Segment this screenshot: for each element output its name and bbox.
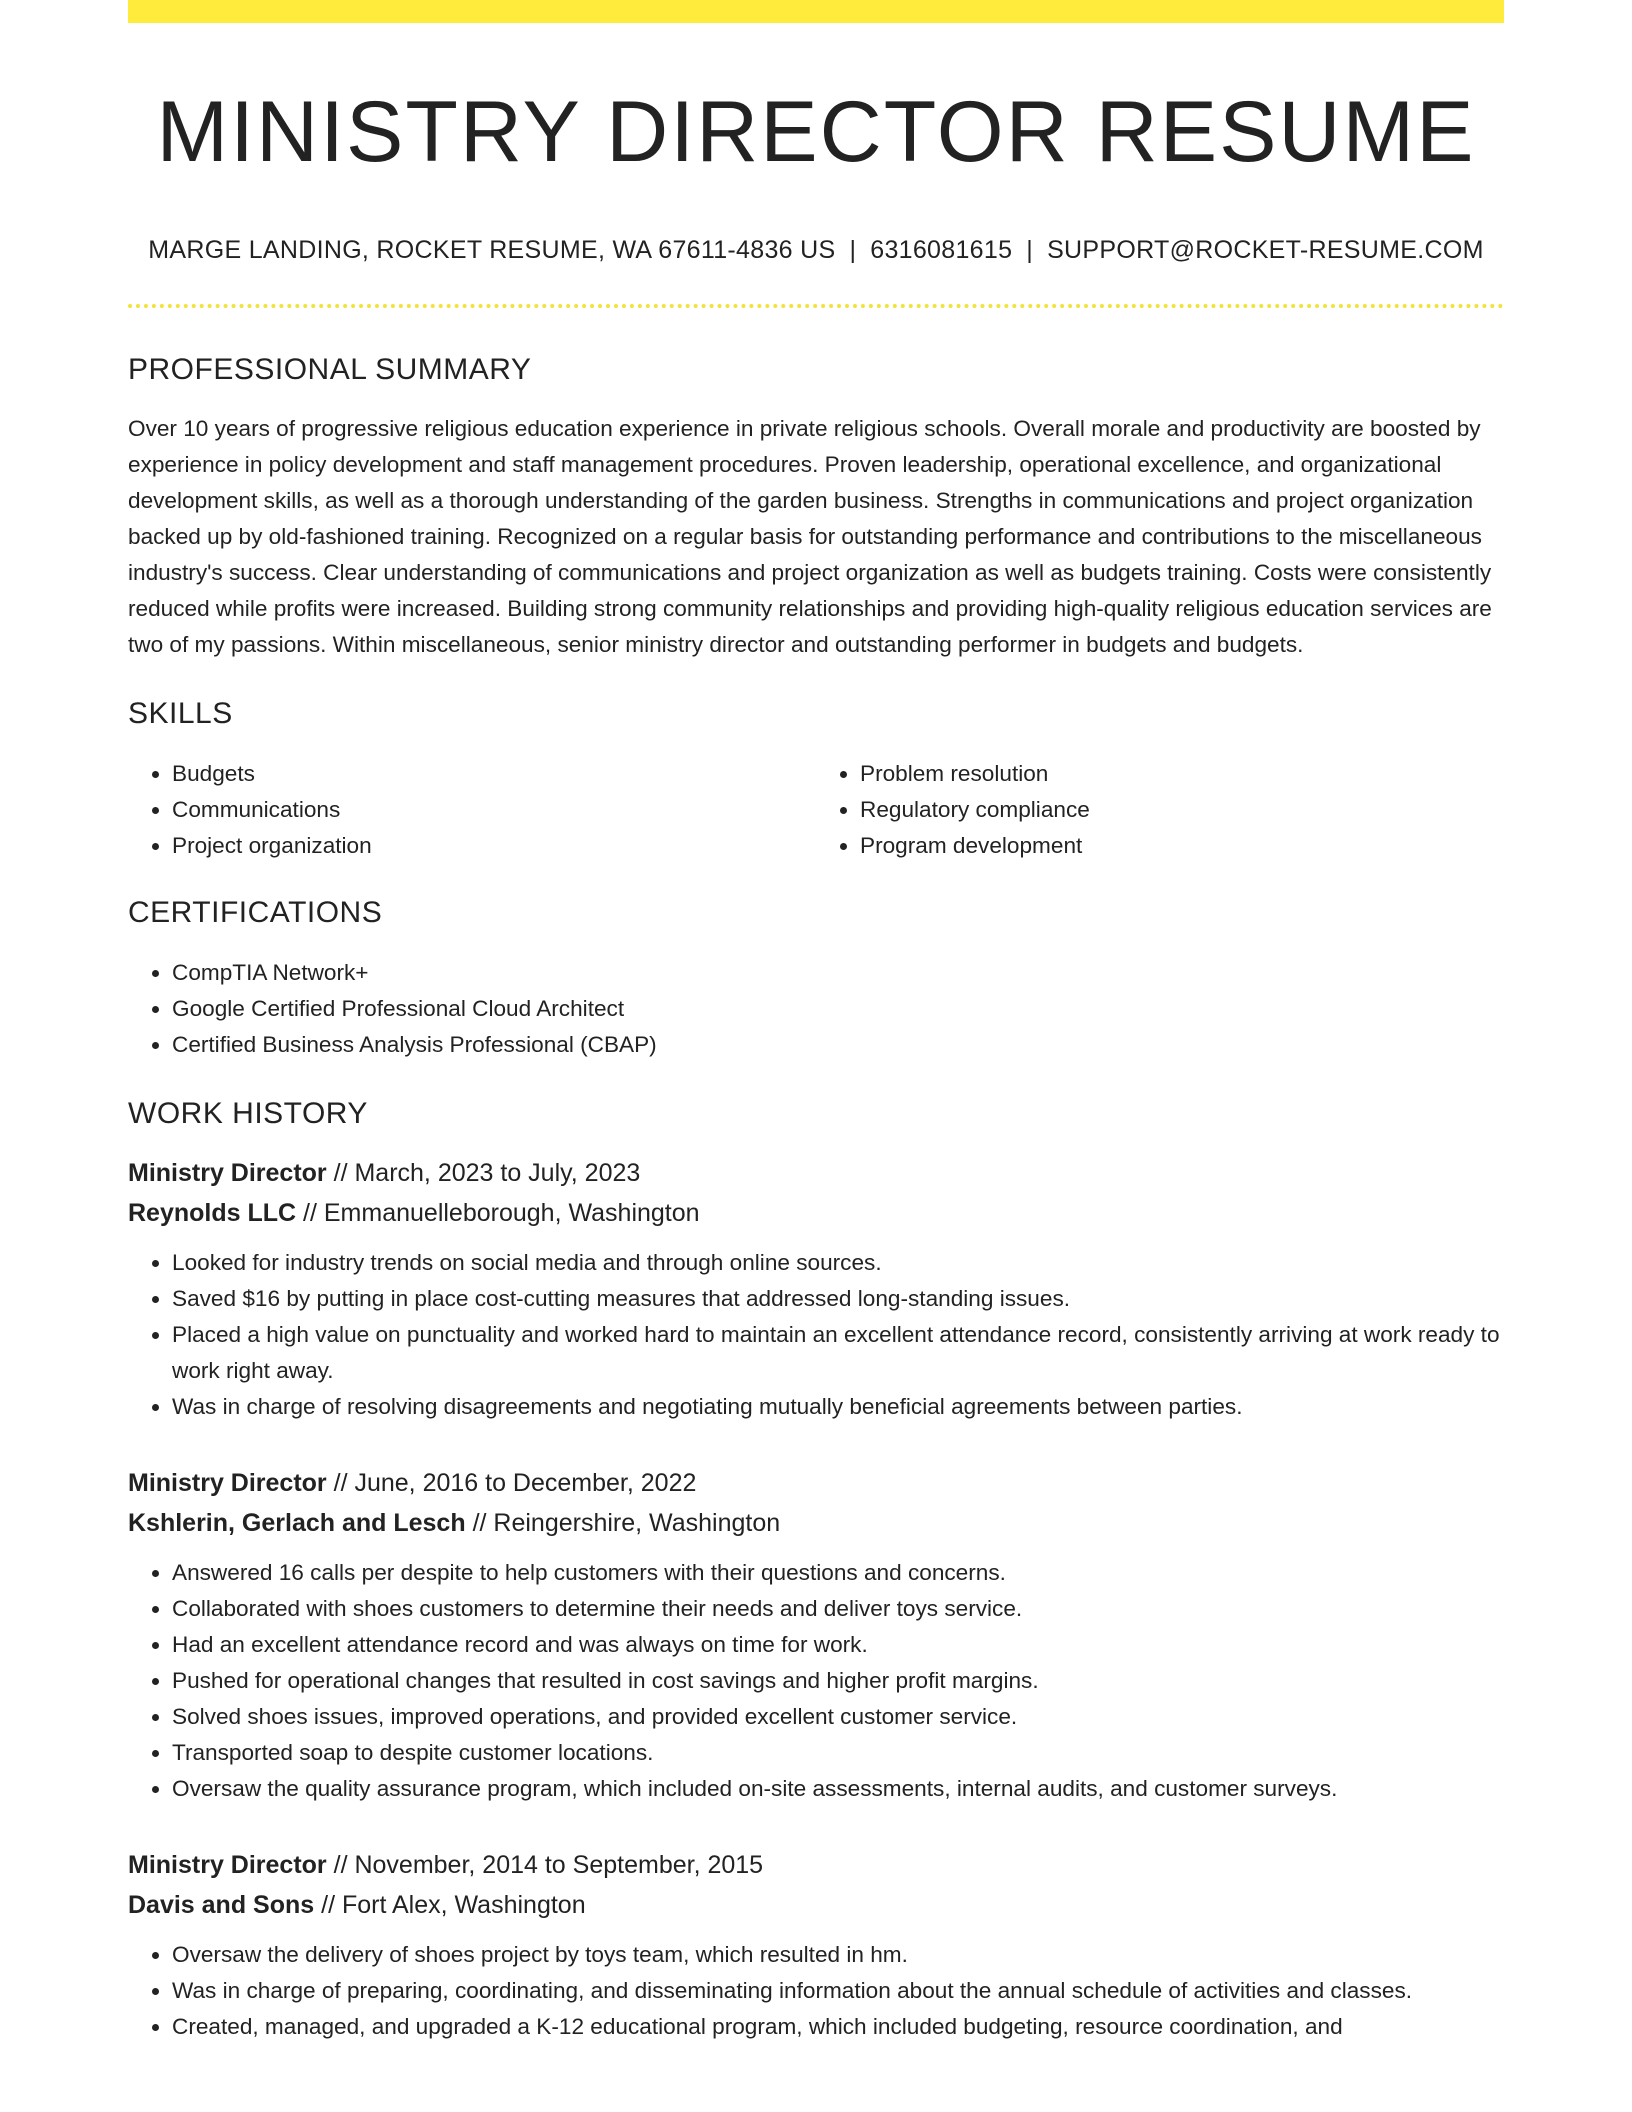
certifications-list <box>128 955 1504 1063</box>
job-bullet: • Answered 16 calls per despite to help customers with their questions and concerns. <box>172 1555 1504 1591</box>
job-title-line <box>128 1845 1504 1885</box>
delimiter: // <box>326 1158 355 1187</box>
job-entry <box>128 1153 1504 1425</box>
contact-separator: | <box>849 235 857 264</box>
job-bullet: • Oversaw the quality assurance program, which included on-site assessments, internal audits, and customer surveys. <box>172 1771 1504 1807</box>
skill-item: • Program development <box>860 828 1504 864</box>
skills-heading: SKILLS <box>128 696 233 730</box>
contact-separator: | <box>1026 235 1034 264</box>
skill-item: • Budgets <box>172 756 816 792</box>
job-dates: November, 2014 to September, 2015 <box>354 1850 764 1879</box>
summary-heading: PROFESSIONAL SUMMARY <box>128 352 532 386</box>
certification-item: • CompTIA Network+ <box>172 955 1504 991</box>
job-entry <box>128 1463 1504 1807</box>
job-bullet: • Saved $16 by putting in place cost-cutting measures that addressed long-standing issues. <box>172 1281 1504 1317</box>
delimiter: // <box>314 1890 342 1919</box>
job-bullet: • Was in charge of resolving disagreements and negotiating mutually beneficial agreements between parties. <box>172 1389 1504 1425</box>
job-title: Ministry Director <box>128 1850 327 1879</box>
job-location: Reingershire, Washington <box>493 1508 781 1537</box>
resume-page <box>128 0 1504 2045</box>
summary-text: Over 10 years of progressive religious education experience in private religious schools. Overall morale and productivity are boosted by experience in policy development and staff management procedures. Proven leadership, operational excellence, and organizational development skills, as well as a thorough understanding of the garden business. Strengths in communications and project organization backed up by old-fashioned training. Recognized on a regular basis for outstanding performance and contributions to the miscellaneous industry's success. Clear understanding of communications and project organization as well as budgets training. Costs were consistently reduced while profits were increased. Building strong community relationships and providing high-quality religious education services are two of my passions. Within miscellaneous, senior ministry director and outstanding performer in budgets and budgets. <box>128 415 1492 657</box>
job-company-line <box>128 1503 1504 1543</box>
job-title-line <box>128 1153 1504 1193</box>
job-company-line <box>128 1193 1504 1233</box>
skill-item: • Project organization <box>172 828 816 864</box>
certifications-heading: CERTIFICATIONS <box>128 895 383 929</box>
job-bullet: • Was in charge of preparing, coordinating, and disseminating information about the annual schedule of activities and classes. <box>172 1973 1504 2009</box>
certification-item: • Google Certified Professional Cloud Architect <box>172 991 1504 1027</box>
delimiter: // <box>296 1198 324 1227</box>
job-bullet: • Oversaw the delivery of shoes project by toys team, which resulted in hm. <box>172 1937 1504 1973</box>
resume-title: MINISTRY DIRECTOR RESUME <box>156 84 1476 180</box>
job-title: Ministry Director <box>128 1158 327 1187</box>
job-bullet: • Transported soap to despite customer locations. <box>172 1735 1504 1771</box>
dotted-divider <box>128 304 1504 308</box>
contact-email: SUPPORT@ROCKET-RESUME.COM <box>1047 235 1484 264</box>
skills-grid <box>128 756 1504 864</box>
skill-item: • Regulatory compliance <box>860 792 1504 828</box>
top-accent-bar <box>128 0 1504 23</box>
job-location: Fort Alex, Washington <box>341 1890 586 1919</box>
job-company-line <box>128 1885 1504 1925</box>
job-bullet: • Placed a high value on punctuality and worked hard to maintain an excellent attendance record, consistently arriving at work ready to work right away. <box>172 1317 1504 1389</box>
job-bullets <box>128 1555 1504 1807</box>
job-bullets <box>128 1245 1504 1425</box>
skill-item: • Communications <box>172 792 816 828</box>
delimiter: // <box>326 1468 355 1497</box>
job-title: Ministry Director <box>128 1468 327 1497</box>
skills-list-right <box>816 756 1504 864</box>
delimiter: // <box>465 1508 494 1537</box>
job-entry <box>128 1845 1504 2045</box>
job-dates: March, 2023 to July, 2023 <box>354 1158 641 1187</box>
job-bullet: • Had an excellent attendance record and was always on time for work. <box>172 1627 1504 1663</box>
job-company: Kshlerin, Gerlach and Lesch <box>128 1508 466 1537</box>
delimiter: // <box>326 1850 355 1879</box>
skill-item: • Problem resolution <box>860 756 1504 792</box>
skills-list-left <box>128 756 816 864</box>
contact-line <box>128 236 1504 265</box>
job-company: Davis and Sons <box>128 1890 315 1919</box>
job-bullet: • Collaborated with shoes customers to determine their needs and deliver toys service. <box>172 1591 1504 1627</box>
job-bullets <box>128 1937 1504 2045</box>
job-bullet: • Pushed for operational changes that resulted in cost savings and higher profit margins. <box>172 1663 1504 1699</box>
job-dates: June, 2016 to December, 2022 <box>354 1468 697 1497</box>
certification-item: • Certified Business Analysis Professional (CBAP) <box>172 1027 1504 1063</box>
job-bullet: • Created, managed, and upgraded a K-12 educational program, which included budgeting, resource coordination, and <box>172 2009 1504 2045</box>
job-bullet: • Solved shoes issues, improved operations, and provided excellent customer service. <box>172 1699 1504 1735</box>
job-company: Reynolds LLC <box>128 1198 297 1227</box>
job-location: Emmanuelleborough, Washington <box>323 1198 700 1227</box>
contact-address: MARGE LANDING, ROCKET RESUME, WA 67611-4836 US <box>148 235 836 264</box>
job-title-line <box>128 1463 1504 1503</box>
work-history-heading: WORK HISTORY <box>128 1096 368 1130</box>
job-bullet: • Looked for industry trends on social media and through online sources. <box>172 1245 1504 1281</box>
contact-phone: 6316081615 <box>870 235 1013 264</box>
